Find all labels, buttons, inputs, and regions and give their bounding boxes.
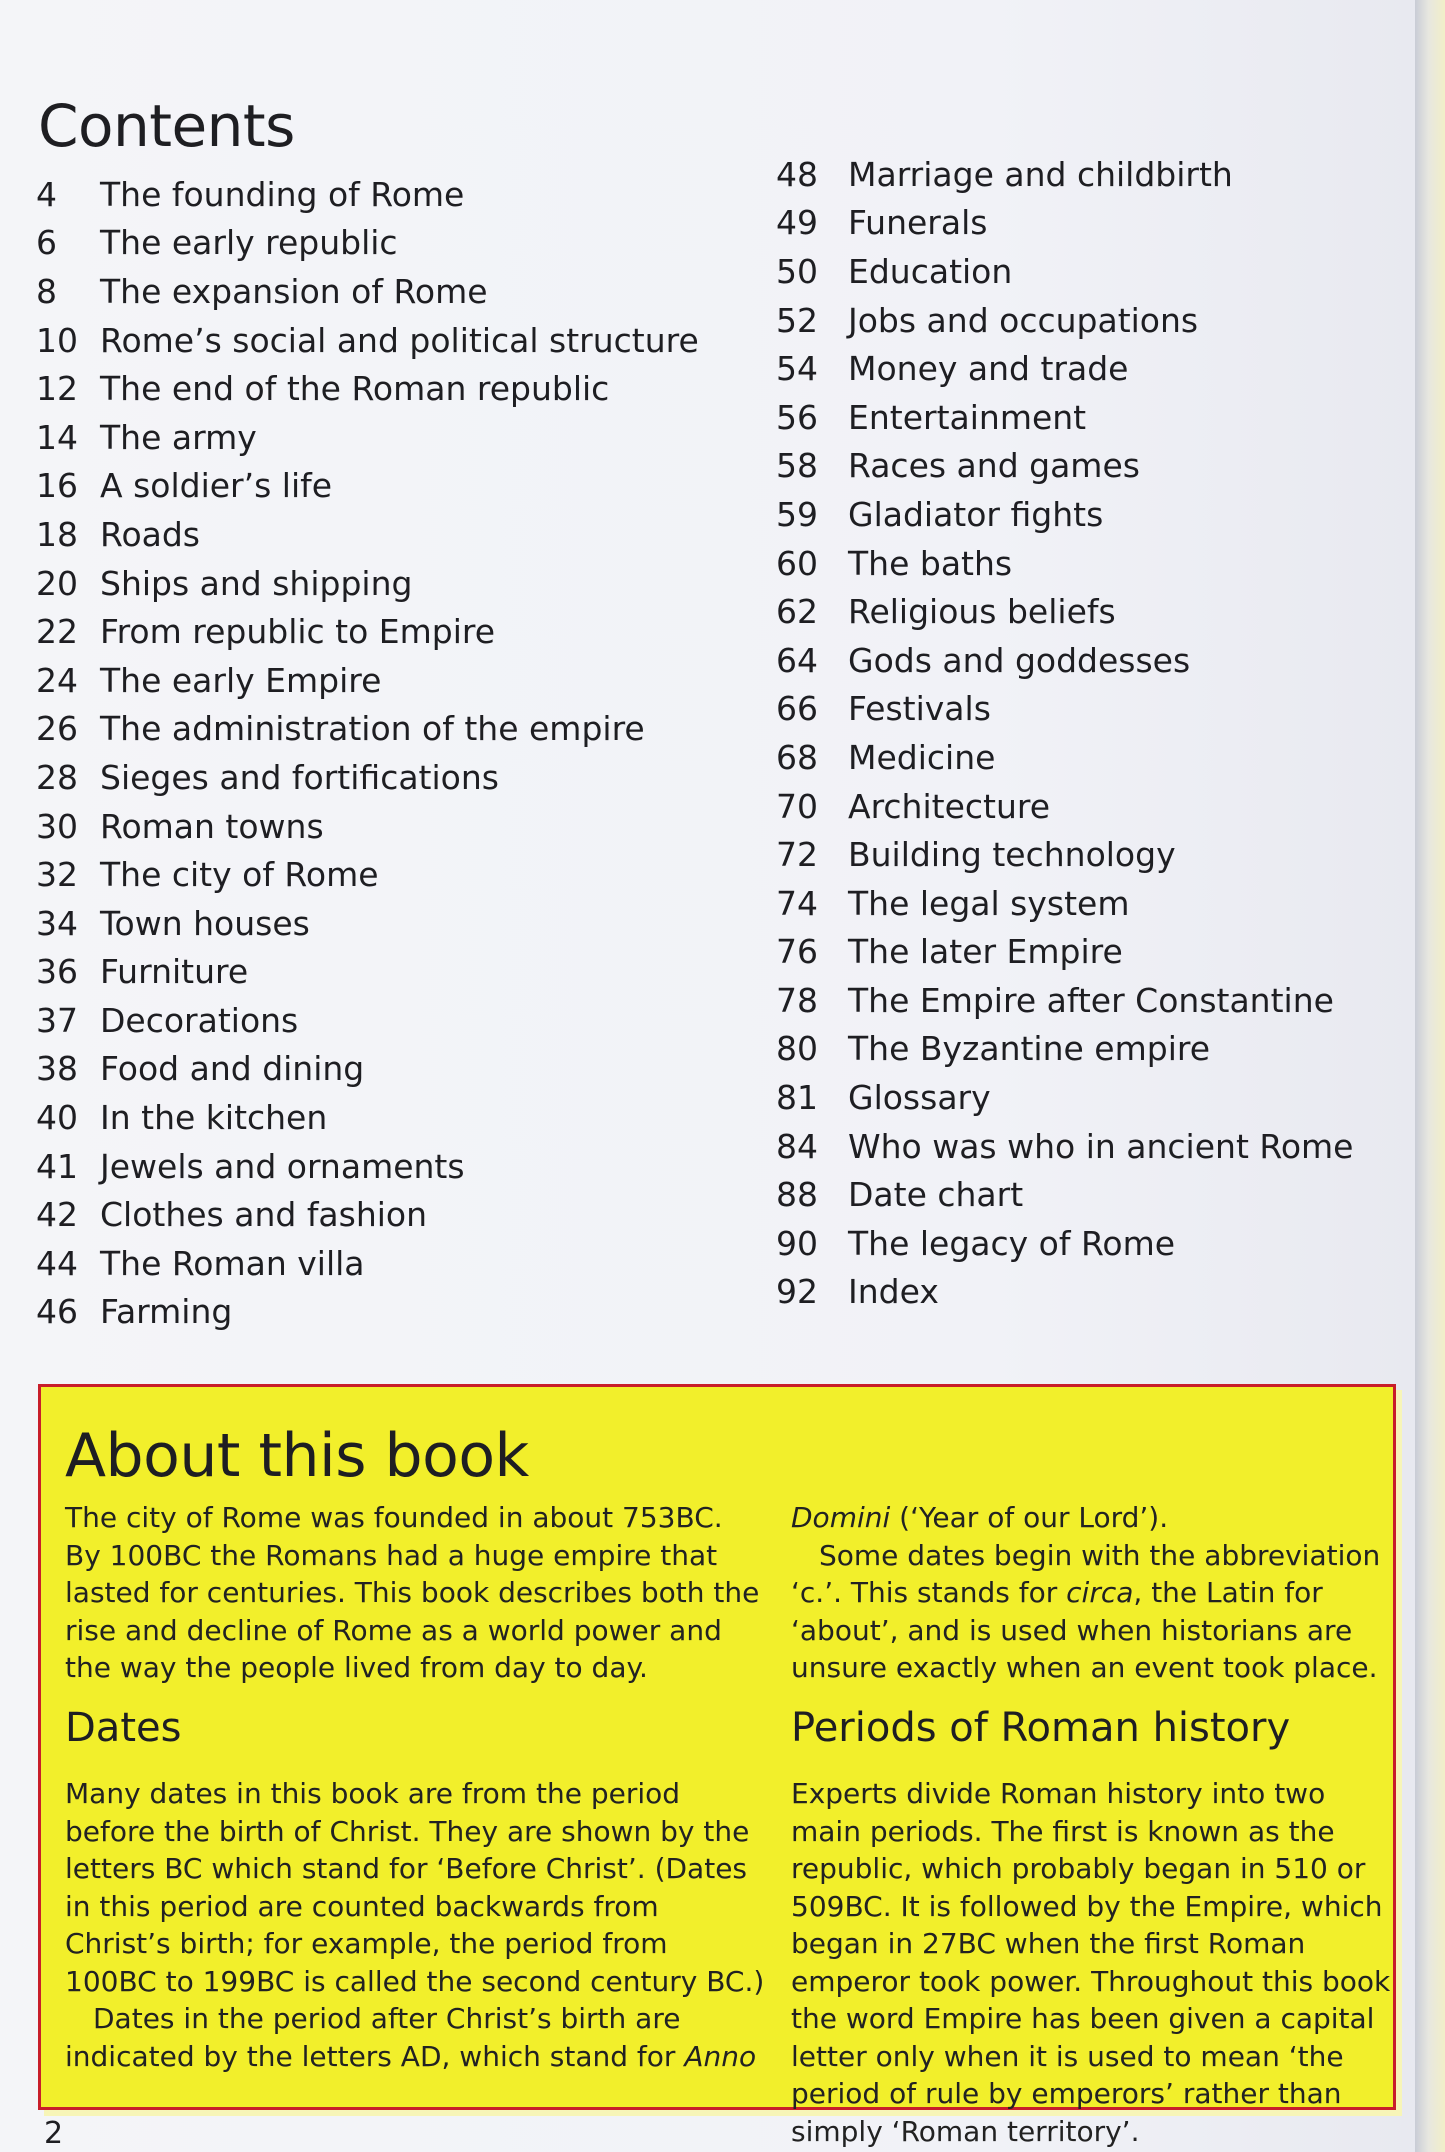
contents-page-number: 38 [36,1049,78,1089]
contents-page-number: 84 [776,1126,818,1166]
contents-entry-title: Races and games [848,446,1140,486]
contents-entry [36,1045,756,1094]
contents-entry-title: The expansion of Rome [100,271,488,311]
contents-entry-title: The early Empire [100,660,382,700]
contents-list-right [776,150,1396,1316]
contents-entry-title: The legacy of Rome [848,1223,1176,1263]
contents-entry [36,948,756,997]
contents-entry [36,170,756,219]
contents-entry-title: Medicine [848,737,996,777]
contents-entry [776,1268,1396,1317]
dates-text-2: Dates in the period after Christ’s birth are indicated by the letters AD, which stand for Anno [65,2002,757,2073]
contents-entry [36,1190,756,1239]
contents-entry [36,705,756,754]
contents-entry [36,1142,756,1191]
contents-entry-title: Clothes and fashion [100,1195,428,1235]
contents-entry [36,316,756,365]
contents-entry [776,685,1396,734]
contents-page-number: 70 [776,786,818,826]
contents-entry-title: The city of Rome [100,855,379,895]
contents-page-number: 49 [776,203,818,243]
contents-entry-title: The Byzantine empire [848,1029,1211,1069]
contents-entry [776,199,1396,248]
contents-entry-title: Rome’s social and political structure [100,320,699,360]
periods-paragraph: Experts divide Roman history into two main periods. The first is known as the republic, which probably began in 510 or 509BC. It is followed by the Empire, which began in 27BC when the first Roman emperor took power. Throughout this book the word Empire has been given a capital letter only when it is used to mean ‘the period of rule by emperors’ rather than simply ‘Roman territory’. [791,1777,1391,2148]
dates-text-1: Many dates in this book are from the period before the birth of Christ. They are shown by the letters BC which stand for ‘Before Christ’. (Dates in this period are counted backwards from Christ’s birth; for example, the period from 100BC to 199BC is called the second century BC.) [65,1777,765,1998]
contents-entry-title: Jewels and ornaments [100,1146,465,1186]
contents-entry [36,899,756,948]
contents-entry [36,219,756,268]
contents-page-number: 32 [36,855,78,895]
contents-page-number: 4 [36,174,57,214]
contents-entry [776,1073,1396,1122]
contents-page-number: 18 [36,514,78,554]
contents-entry [776,733,1396,782]
contents-page-number: 34 [36,903,78,943]
contents-entry-title: Ships and shipping [100,563,413,603]
contents-page-number: 50 [776,251,818,291]
contents-entry [776,490,1396,539]
contents-page-number: 22 [36,612,78,652]
contents-entry [36,753,756,802]
contents-page-number: 24 [36,660,78,700]
contents-page-number: 40 [36,1098,78,1138]
contents-entry-title: Religious beliefs [848,592,1116,632]
contents-entry-title: Gladiator fights [848,494,1104,534]
contents-heading: Contents [38,92,295,160]
dates-paragraph [65,1775,765,2075]
contents-page-number: 8 [36,271,57,311]
contents-entry [776,1170,1396,1219]
contents-entry-title: The legal system [848,883,1130,923]
contents-entry-title: Glossary [848,1078,991,1118]
contents-page-number: 20 [36,563,78,603]
contents-page-number: 64 [776,640,818,680]
contents-entry [36,267,756,316]
contents-page-number: 81 [776,1078,818,1118]
contents-page-number: 12 [36,369,78,409]
contents-page-number: 46 [36,1292,78,1332]
contents-page-number: 58 [776,446,818,486]
page-number: 2 [44,2116,64,2151]
contents-entry [36,607,756,656]
contents-entry [36,1093,756,1142]
contents-entry [776,247,1396,296]
contents-entry-title: The Roman villa [100,1243,365,1283]
contents-entry-title: The Empire after Constantine [848,980,1334,1020]
contents-page-number: 52 [776,300,818,340]
contents-entry-title: Decorations [100,1000,299,1040]
circa-text: Some dates begin with the abbreviation ‘c.’. This stands for circa, the Latin for ‘about’, and is used when historians are unsure exactly when an event took place. [791,1538,1381,1684]
contents-entry-title: Jobs and occupations [848,300,1199,340]
contents-entry [36,996,756,1045]
page-edge [1415,0,1445,2152]
contents-entry [776,830,1396,879]
contents-list-left [36,170,756,1336]
contents-page-number: 62 [776,592,818,632]
contents-entry-title: Farming [100,1292,233,1332]
contents-page-number: 36 [36,952,78,992]
contents-entry-title: Building technology [848,835,1176,875]
contents-page-number: 72 [776,835,818,875]
contents-entry [36,1239,756,1288]
contents-entry-title: The founding of Rome [100,174,465,214]
anno-domini-text: Domini (‘Year of our Lord’). [791,1501,1169,1534]
contents-entry-title: Money and trade [848,349,1129,389]
contents-entry [776,976,1396,1025]
contents-entry-title: Index [848,1272,939,1312]
contents-entry-title: Entertainment [848,397,1087,437]
contents-entry [36,364,756,413]
contents-entry [36,656,756,705]
contents-page-number: 26 [36,709,78,749]
contents-entry-title: A soldier’s life [100,466,333,506]
dates-heading: Dates [65,1705,182,1751]
contents-page-number: 48 [776,154,818,194]
contents-entry-title: Who was who in ancient Rome [848,1126,1354,1166]
contents-page-number: 56 [776,397,818,437]
contents-entry-title: Town houses [100,903,310,943]
contents-entry-title: Architecture [848,786,1051,826]
contents-entry [776,393,1396,442]
contents-page-number: 28 [36,757,78,797]
contents-entry-title: Roman towns [100,806,324,846]
dates-continuation-paragraph [791,1499,1391,1687]
contents-entry-title: Food and dining [100,1049,365,1089]
contents-entry [776,879,1396,928]
contents-page-number: 80 [776,1029,818,1069]
contents-page-number: 6 [36,223,57,263]
contents-page-number: 76 [776,932,818,972]
contents-page-number: 78 [776,980,818,1020]
contents-page-number: 42 [36,1195,78,1235]
about-heading: About this book [65,1421,529,1491]
contents-entry [776,587,1396,636]
contents-entry [776,296,1396,345]
contents-entry [776,1219,1396,1268]
contents-entry-title: Marriage and childbirth [848,154,1233,194]
contents-entry-title: The administration of the empire [100,709,645,749]
contents-entry-title: Festivals [848,689,991,729]
contents-page-number: 59 [776,494,818,534]
contents-entry [776,150,1396,199]
contents-entry-title: Education [848,251,1013,291]
contents-page-number: 68 [776,737,818,777]
contents-entry [36,850,756,899]
contents-page-number: 74 [776,883,818,923]
contents-entry [776,782,1396,831]
contents-page-number: 30 [36,806,78,846]
about-intro-paragraph: The city of Rome was founded in about 753BC. By 100BC the Romans had a huge empire that lasted for centuries. This book describes both the rise and decline of Rome as a world power and the way the people lived from day to day. [65,1501,760,1684]
contents-page-number: 10 [36,320,78,360]
contents-entry-title: From republic to Empire [100,612,496,652]
contents-entry [36,413,756,462]
contents-entry-title: Gods and goddesses [848,640,1191,680]
contents-entry [776,928,1396,977]
contents-entry [36,1288,756,1337]
contents-entry-title: The early republic [100,223,398,263]
contents-entry-title: The end of the Roman republic [100,369,610,409]
contents-entry [776,344,1396,393]
contents-entry-title: The army [100,417,257,457]
contents-page-number: 37 [36,1000,78,1040]
contents-entry-title: The baths [848,543,1013,583]
contents-entry-title: In the kitchen [100,1098,328,1138]
contents-entry [776,1122,1396,1171]
contents-entry [776,539,1396,588]
contents-page-number: 92 [776,1272,818,1312]
contents-entry-title: Funerals [848,203,988,243]
contents-entry [36,802,756,851]
contents-page-number: 41 [36,1146,78,1186]
periods-heading: Periods of Roman history [791,1705,1291,1751]
contents-entry [36,559,756,608]
contents-page-number: 16 [36,466,78,506]
contents-page-number: 90 [776,1223,818,1263]
contents-entry-title: The later Empire [848,932,1123,972]
contents-entry [776,1025,1396,1074]
contents-page-number: 88 [776,1175,818,1215]
contents-page-number: 60 [776,543,818,583]
about-this-book-box [38,1384,1396,2148]
contents-entry-title: Sieges and fortifications [100,757,499,797]
contents-page-number: 14 [36,417,78,457]
contents-entry [36,462,756,511]
contents-entry [36,510,756,559]
contents-entry [776,636,1396,685]
contents-page-number: 44 [36,1243,78,1283]
contents-entry [776,442,1396,491]
contents-page-number: 66 [776,689,818,729]
contents-entry-title: Date chart [848,1175,1024,1215]
contents-entry-title: Roads [100,514,200,554]
contents-entry-title: Furniture [100,952,249,992]
contents-page-number: 54 [776,349,818,389]
